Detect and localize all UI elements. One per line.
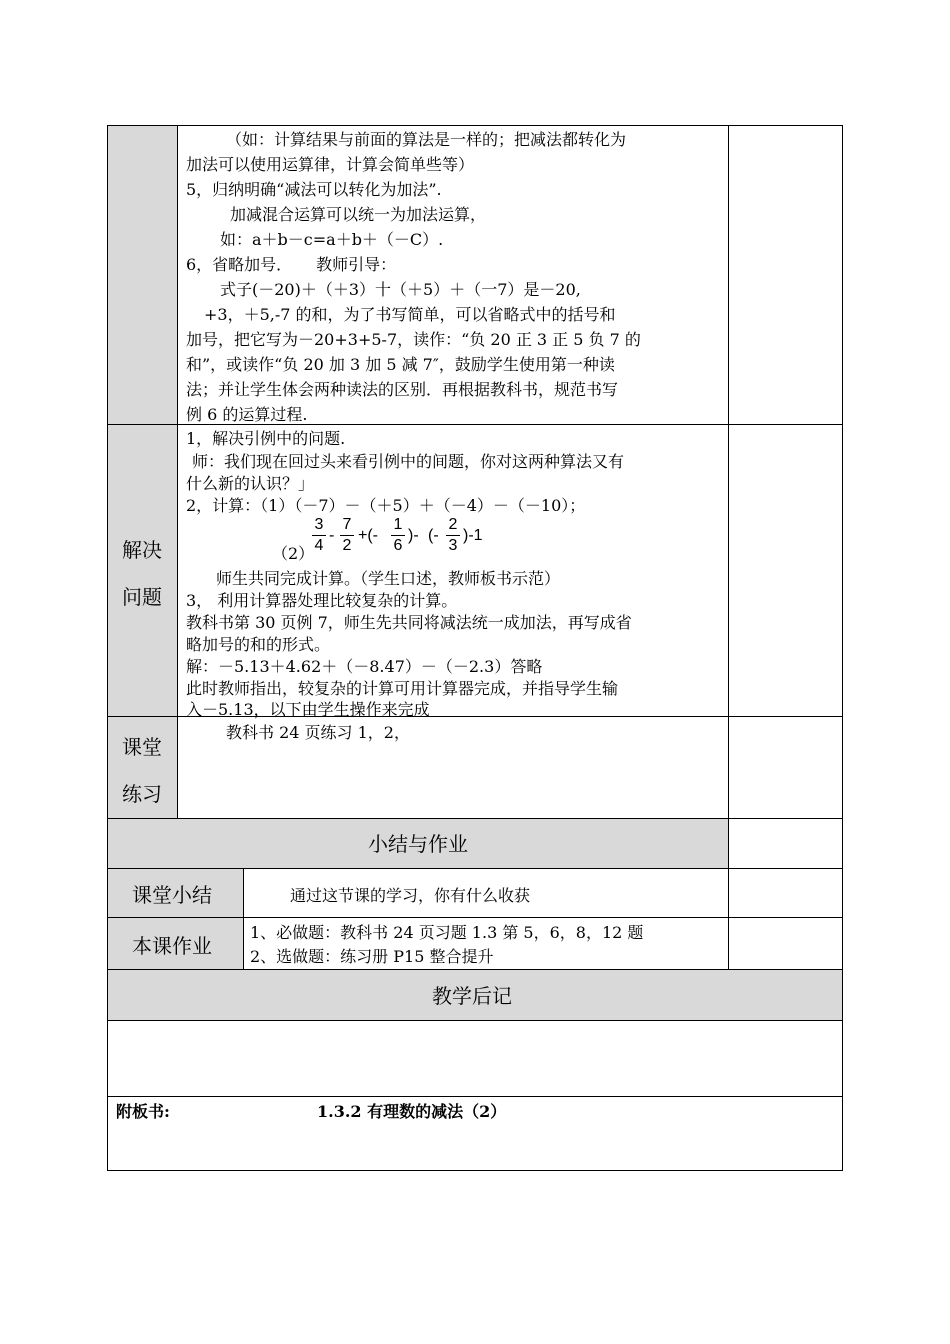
section1-line: 和”，或读作“负 20 加 3 加 5 减 7″，鼓励学生使用第一种读 — [186, 355, 615, 374]
section2-label: 问题 — [122, 585, 162, 609]
section2-line: 解：－5.13＋4.62＋（－8.47）－（－2.3）答略 — [186, 657, 543, 676]
section1-line: 法；并让学生体会两种读法的区别．再根据教科书，规范书写 — [186, 380, 619, 399]
label-column — [108, 126, 177, 818]
homework-line: 2、选做题：练习册 P15 整合提升 — [250, 947, 494, 966]
section2-line: 什么新的认识？」 — [186, 474, 315, 493]
operator: )-1 — [463, 527, 483, 544]
fraction-three-quarters: 3 4 — [312, 516, 326, 555]
board-label: 附板书: — [116, 1102, 170, 1121]
homework-line: 1、必做题：教科书 24 页习题 1.3 第 5，6，8，12 题 — [250, 923, 644, 942]
board-title: 1.3.2 有理数的减法（2） — [317, 1102, 507, 1121]
section1-line: +3，＋5,-7 的和，为了书写简单，可以省略式中的括号和 — [204, 305, 616, 324]
section1-line: 如：a＋b－c=a＋b＋（－C）. — [220, 230, 444, 249]
section2-line: 师生共同完成计算。（学生口述，教师板书示范） — [216, 569, 561, 588]
section2-line: 略加号的和的形式。 — [186, 635, 331, 654]
section3-label: 课堂 — [122, 735, 162, 759]
section2-line: 教科书第 30 页例 7，师生先共同将减法统一成加法，再写成省 — [186, 613, 632, 632]
fraction-one-sixth: 1 6 — [391, 516, 405, 555]
operator: )- — [408, 527, 419, 544]
section1-line: 5，归纳明确“减法可以转化为加法”. — [186, 180, 442, 199]
section1-line: （如：计算结果与前面的算法是一样的；把减法都转化为 — [226, 130, 627, 149]
section1-line: 加减混合运算可以统一为加法运算， — [230, 205, 487, 224]
section1-line: 6，省略加号． 教师引导： — [186, 255, 397, 274]
section2-label: 解决 — [122, 538, 162, 562]
operator: (- — [428, 527, 439, 544]
section3-text: 教科书 24 页练习 1，2， — [226, 723, 410, 742]
section1-line: 式子(－20)＋（＋3）十（＋5）＋（一7）是－20, — [220, 280, 581, 299]
section1-line: 加法可以使用运算律，计算会简单些等） — [186, 155, 475, 174]
fraction-two-thirds: 2 3 — [446, 516, 460, 555]
class-summary-label: 课堂小结 — [132, 883, 212, 907]
class-summary-text: 通过这节课的学习，你有什么收获 — [290, 886, 531, 905]
notes-area — [107, 1020, 843, 1097]
section2-line: 入－5.13，以下由学生操作来完成 — [186, 700, 430, 719]
section1-line: 加号，把它写为－20+3+5-7，读作：“负 20 正 3 正 5 负 7 的 — [186, 330, 641, 349]
section2-line: 1，解决引例中的问题. — [186, 429, 346, 448]
fraction-seven-halves: 7 2 — [340, 516, 354, 555]
homework-label: 本课作业 — [132, 934, 212, 958]
section3-label: 练习 — [122, 782, 162, 806]
section2-line: 2，计算：（1）（－7）－（＋5）＋（－4）－（－10）； — [186, 496, 586, 515]
summary-header: 小结与作业 — [368, 832, 468, 856]
section2-line: 师：我们现在回过头来看引例中的间题，你对这两种算法又有 — [192, 452, 625, 471]
section2-line: 3， 利用计算器处理比较复杂的计算。 — [186, 591, 458, 610]
section1-line: 例 6 的运算过程. — [186, 405, 308, 424]
expression-prefix: （2） — [272, 544, 315, 563]
operator: +(- — [358, 527, 378, 544]
section2-line: 此时教师指出，较复杂的计算可用计算器完成，并指导学生输 — [186, 679, 619, 698]
operator: - — [329, 527, 335, 544]
notes-header: 教学后记 — [432, 984, 512, 1008]
